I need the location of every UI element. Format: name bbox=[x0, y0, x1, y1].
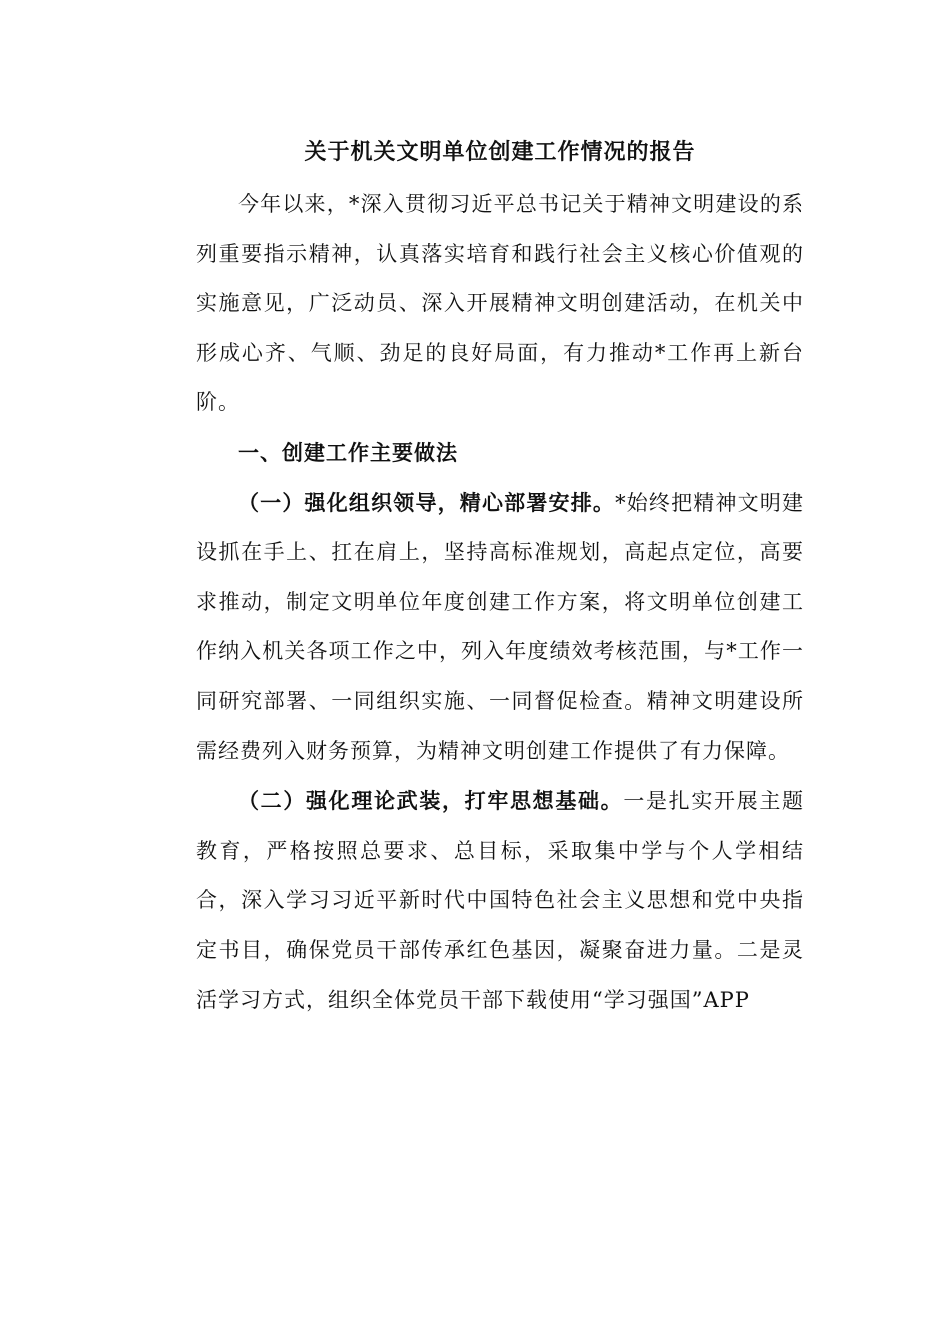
subsection-1-lead: （一）强化组织领导，精心部署安排。 bbox=[238, 489, 616, 515]
intro-paragraph: 今年以来，*深入贯彻习近平总书记关于精神文明建设的系列重要指示精神，认真落实培育和践行社会主义核心价值观的实施意见，广泛动员、深入开展精神文明创建活动，在机关中形成心齐、气顺、劲足的良好局面，有力推动*工作再上新台阶。 bbox=[196, 192, 804, 415]
document-body bbox=[196, 132, 804, 1025]
subsection-1-paragraph bbox=[196, 478, 804, 777]
section-heading: 一、创建工作主要做法 bbox=[238, 439, 458, 465]
subsection-1-body: *始终把精神文明建设抓在手上、扛在肩上，坚持高标准规划，高起点定位，高要求推动，制定文明单位年度创建工作方案，将文明单位创建工作纳入机关各项工作之中，列入年度绩效考核范围，与*工作一同研究部署、一同组织实施、一同督促检查。精神文明建设所需经费列入财务预算，为精神文明创建工作提供了有力保障。 bbox=[196, 490, 805, 763]
subsection-2-paragraph bbox=[196, 776, 804, 1025]
subsection-2-body: 一是扎实开展主题教育，严格按照总要求、总目标，采取集中学与个人学相结合，深入学习习近平新时代中国特色社会主义思想和党中央指定书目，确保党员干部传承红色基因，凝聚奋进力量。二是灵活学习方式，组织全体党员干部下载使用“学习强国”APP bbox=[196, 789, 805, 1012]
document-title: 关于机关文明单位创建工作情况的报告 bbox=[304, 139, 696, 165]
subsection-2-lead: （二）强化理论武装，打牢思想基础。 bbox=[238, 788, 624, 814]
